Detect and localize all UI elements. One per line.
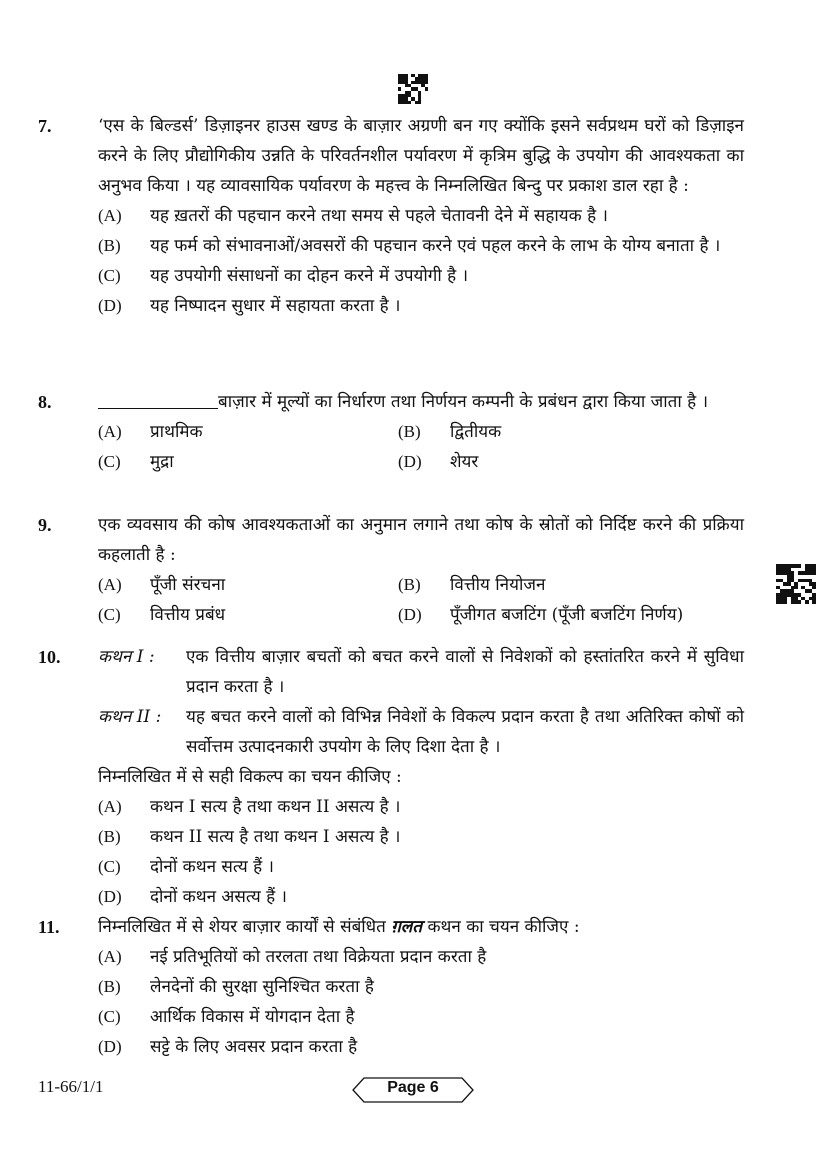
question-10 xyxy=(38,642,744,912)
question-number: 10. xyxy=(38,647,61,667)
question-text xyxy=(98,642,744,792)
option-list xyxy=(98,792,744,912)
question-number: 11. xyxy=(38,917,60,937)
option-c: (C) यह उपयोगी संसाधनों का दोहन करने में उपयोगी है । xyxy=(98,266,469,286)
option-c: (C) दोनों कथन सत्य हैं । xyxy=(98,857,274,877)
option-list xyxy=(98,201,744,321)
option-b: (B) यह फर्म को संभावनाओं/अवसरों की पहचान करने एवं पहल करने के लाभ के योग्य बनाता है । xyxy=(98,236,721,256)
option-c: (C) मुद्रा xyxy=(98,452,174,472)
qr-code-icon xyxy=(398,74,428,104)
page-number-badge xyxy=(352,1077,474,1103)
question-text: बाज़ार में मूल्यों का निर्धारण तथा निर्णयन कम्पनी के प्रबंधन द्वारा किया जाता है । xyxy=(98,387,744,417)
question-number: 7. xyxy=(38,116,52,136)
option-list xyxy=(98,942,744,1062)
option-d: (D) यह निष्पादन सुधार में सहायता करता है । xyxy=(98,296,401,316)
option-a: (A) यह ख़तरों की पहचान करने तथा समय से पहले चेतावनी देने में सहायक है । xyxy=(98,206,608,226)
option-a: (A) कथन I सत्य है तथा कथन II असत्य है । xyxy=(98,797,401,817)
fill-in-blank xyxy=(98,390,218,409)
emphasis-word: ग़लत xyxy=(391,917,423,937)
option-d: (D) पूँजीगत बजटिंग (पूँजी बजटिंग निर्णय) xyxy=(398,605,684,625)
option-a: (A) पूँजी संरचना xyxy=(98,575,226,595)
statement-1: कथन I : एक वित्तीय बाज़ार बचतों को बचत करने वालों से निवेशकों को हस्तांतरित करने में सुविधा प्रदान करता है । xyxy=(98,647,744,697)
paper-code: 11-66/1/1 xyxy=(38,1077,104,1096)
option-b: (B) कथन II सत्य है तथा कथन I असत्य है । xyxy=(98,827,401,847)
option-b: (B) लेनदेनों की सुरक्षा सुनिश्चित करता है xyxy=(98,977,374,997)
question-text: ‘एस के बिल्डर्स’ डिज़ाइनर हाउस खण्ड के बाज़ार अग्रणी बन गए क्योंकि इसने सर्वप्रथम घरों को डिज़ाइन करने के लिए प्रौद्योगिकीय उन्नति के परिवर्तनशील पर्यावरण में कृत्रिम बुद्धि के उपयोग की आवश्यकता का अनुभव किया । यह व्यावसायिक पर्यावरण के महत्त्व के निम्नलिखित बिन्दु पर प्रकाश डाल रहा है : xyxy=(98,116,744,196)
option-d: (D) सट्टे के लिए अवसर प्रदान करता है xyxy=(98,1037,358,1057)
option-list xyxy=(98,417,744,477)
option-list xyxy=(98,570,744,630)
question-8 xyxy=(38,387,744,477)
option-b: (B) द्वितीयक xyxy=(398,422,502,442)
qr-code-icon xyxy=(776,564,816,604)
statement-2: कथन II : यह बचत करने वालों को विभिन्न निवेशों के विकल्प प्रदान करता है तथा अतिरिक्त कोषों को सर्वोत्तम उत्पादनकारी उपयोग के लिए दिशा देता है । xyxy=(98,707,744,757)
page-number: Page 6 xyxy=(387,1079,439,1096)
question-prompt: निम्नलिखित में से सही विकल्प का चयन कीजिए : xyxy=(98,767,402,787)
question-7 xyxy=(38,111,744,321)
option-a: (A) नई प्रतिभूतियों को तरलता तथा विक्रेयता प्रदान करता है xyxy=(98,947,487,967)
option-d: (D) शेयर xyxy=(398,452,479,472)
option-c: (C) आर्थिक विकास में योगदान देता है xyxy=(98,1007,355,1027)
question-text: निम्नलिखित में से शेयर बाज़ार कार्यों से संबंधित ग़लत कथन का चयन कीजिए : xyxy=(98,917,580,937)
question-number: 9. xyxy=(38,515,52,535)
option-a: (A) प्राथमिक xyxy=(98,422,203,442)
question-number: 8. xyxy=(38,392,52,412)
question-11 xyxy=(38,912,744,1062)
option-b: (B) वित्तीय नियोजन xyxy=(398,575,546,595)
question-text: एक व्यवसाय की कोष आवश्यकताओं का अनुमान लगाने तथा कोष के स्रोतों को निर्दिष्ट करने की प्रक्रिया कहलाती है : xyxy=(98,515,744,565)
option-c: (C) वित्तीय प्रबंध xyxy=(98,605,226,625)
question-9 xyxy=(38,510,744,630)
option-d: (D) दोनों कथन असत्य हैं । xyxy=(98,887,287,907)
